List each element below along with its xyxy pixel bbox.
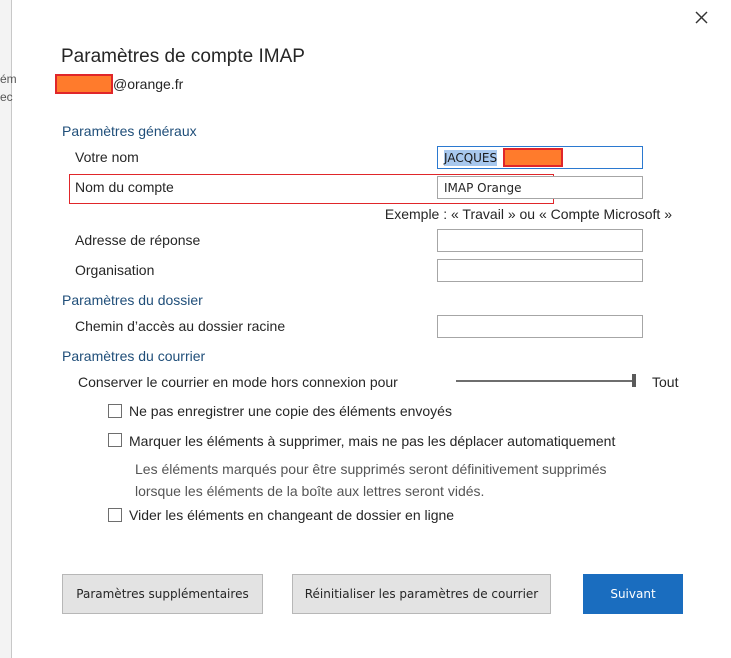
email-suffix: @orange.fr [113, 76, 184, 92]
dialog-title: Paramètres de compte IMAP [61, 46, 305, 67]
organization-field[interactable] [437, 259, 643, 282]
folder-settings-heading: Paramètres du dossier [62, 292, 203, 308]
next-button[interactable]: Suivant [583, 574, 683, 614]
account-name-hint: Exemple : « Travail » ou « Compte Microsoft » [384, 206, 672, 222]
mark-delete-note: Les éléments marqués pour être supprimés seront définitivement supprimés lorsque les éléments de la boîte aux lettres seront vidés. [135, 461, 607, 499]
background-window-edge [0, 0, 17, 658]
organization-label: Organisation [75, 262, 155, 278]
close-button[interactable] [690, 6, 712, 28]
account-email [55, 74, 183, 94]
no-copy-label: Ne pas enregistrer une copie des éléments envoyés [129, 403, 452, 419]
root-folder-label: Chemin d’accès au dossier racine [75, 318, 286, 334]
account-name-value: IMAP Orange [444, 180, 522, 195]
reply-address-field[interactable] [437, 229, 643, 252]
redaction-block [503, 148, 563, 167]
offline-slider-value: Tout [652, 374, 679, 390]
offline-mail-label: Conserver le courrier en mode hors connexion pour [78, 374, 398, 390]
general-settings-heading: Paramètres généraux [62, 123, 197, 139]
account-name-field[interactable] [437, 176, 643, 199]
close-icon [695, 11, 708, 24]
background-text-fragment: ém [0, 72, 17, 86]
reply-address-label: Adresse de réponse [75, 232, 201, 248]
root-folder-field[interactable] [437, 315, 643, 338]
name-field-value: JACQUES [444, 150, 498, 165]
reset-mail-settings-button[interactable]: Réinitialiser les paramètres de courrier [292, 574, 551, 614]
mark-delete-label: Marquer les éléments à supprimer, mais ne pas les déplacer automatiquement [129, 433, 616, 449]
name-label: Votre nom [75, 149, 139, 165]
offline-slider-track[interactable] [456, 380, 636, 382]
name-field[interactable] [437, 146, 643, 169]
mail-settings-heading: Paramètres du courrier [62, 348, 206, 364]
purge-label: Vider les éléments en changeant de dossier en ligne [129, 507, 455, 523]
purge-checkbox[interactable] [108, 508, 122, 522]
mark-delete-checkbox[interactable] [108, 433, 122, 447]
offline-slider-thumb[interactable] [632, 374, 636, 387]
background-text-fragment: ec [0, 90, 13, 104]
more-settings-button[interactable]: Paramètres supplémentaires [62, 574, 263, 614]
redaction-block [55, 74, 113, 94]
account-name-label: Nom du compte [75, 179, 174, 195]
no-copy-checkbox[interactable] [108, 404, 122, 418]
